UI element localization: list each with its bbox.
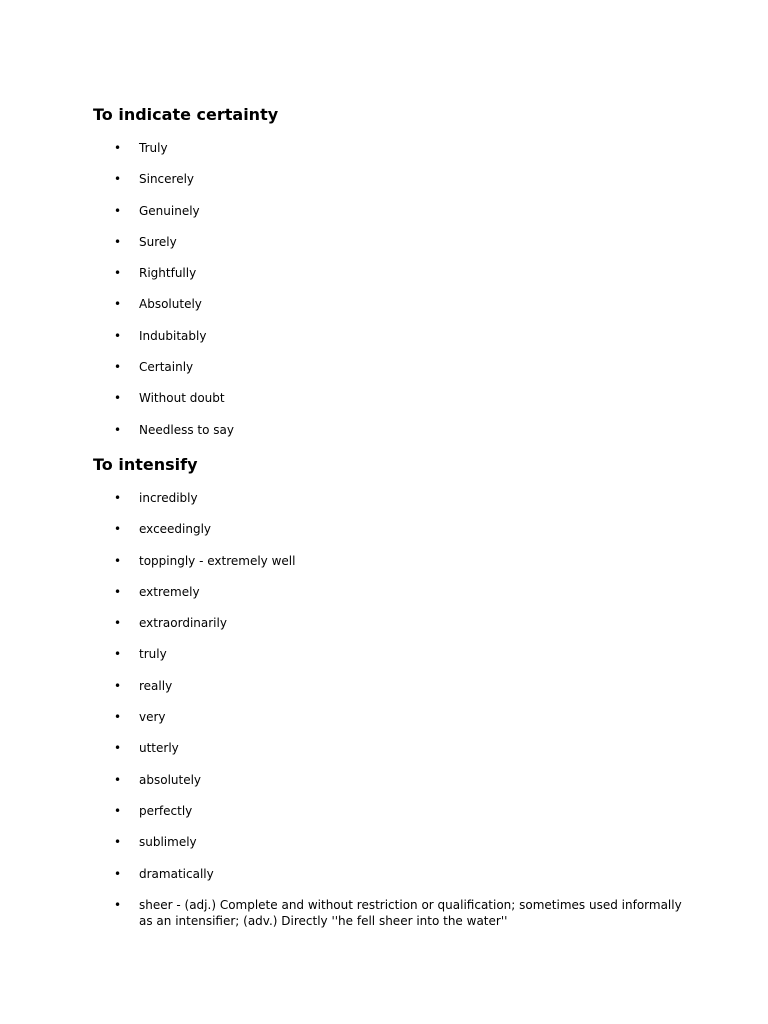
list-item-text: Indubitably [139,328,207,343]
bullet-icon: • [114,741,122,756]
bullet-icon: • [114,772,122,787]
section-heading-intensify: To intensify [93,455,198,474]
bullet-icon: • [114,866,122,881]
list-item-text: Certainly [139,360,194,375]
list-item-text: Truly [139,141,168,155]
list-item-text: very [139,710,166,725]
bullet-icon: • [114,141,122,155]
bullet-icon: • [114,835,122,850]
list-item-text: perfectly [139,803,193,818]
list-item-text: Genuinely [139,203,200,218]
bullet-icon: • [114,203,122,218]
list-item-text: utterly [139,741,179,756]
bullet-icon: • [114,172,122,187]
bullet-icon: • [114,710,122,725]
bullet-icon: • [114,678,122,693]
bullet-icon: • [114,803,122,818]
bullet-icon: • [114,897,122,912]
bullet-icon: • [114,234,122,249]
list-item-text: Needless to say [139,422,234,437]
list-item-text: Surely [139,234,177,249]
bullet-icon: • [114,647,122,662]
bullet-icon: • [114,491,122,505]
bullet-icon: • [114,391,122,406]
bullet-icon: • [114,584,122,599]
list-item-text: exceedingly [139,522,212,537]
bullet-icon: • [114,616,122,631]
list-item-text: extraordinarily [139,616,227,631]
section-heading-certainty: To indicate certainty [93,105,279,124]
bullet-icon: • [114,297,122,312]
list-item-text: incredibly [139,491,198,505]
list-item-text: Without doubt [139,391,225,406]
list-item-text: absolutely [139,772,202,787]
list-item-text: extremely [139,584,200,599]
list-item-text: really [139,678,173,693]
list-item-text: sublimely [139,835,197,850]
bullet-icon: • [114,360,122,375]
bullet-icon: • [114,266,122,281]
list-item-text: dramatically [139,866,214,881]
list-item-text: Sincerely [139,172,195,187]
bullet-icon: • [114,328,122,343]
bullet-icon: • [114,553,122,568]
list-item-text: Absolutely [139,297,202,312]
list-item-text: toppingly - extremely well [139,553,296,568]
list-item-text: truly [139,647,167,662]
bullet-icon: • [114,522,122,537]
list-item-text: sheer - (adj.) Complete and without restriction or qualification; sometimes used informally as an intensifier; (adv.) Directly ''he fell sheer into the water'' [139,897,682,928]
list-item-text: Rightfully [139,266,197,281]
bullet-icon: • [114,422,122,437]
